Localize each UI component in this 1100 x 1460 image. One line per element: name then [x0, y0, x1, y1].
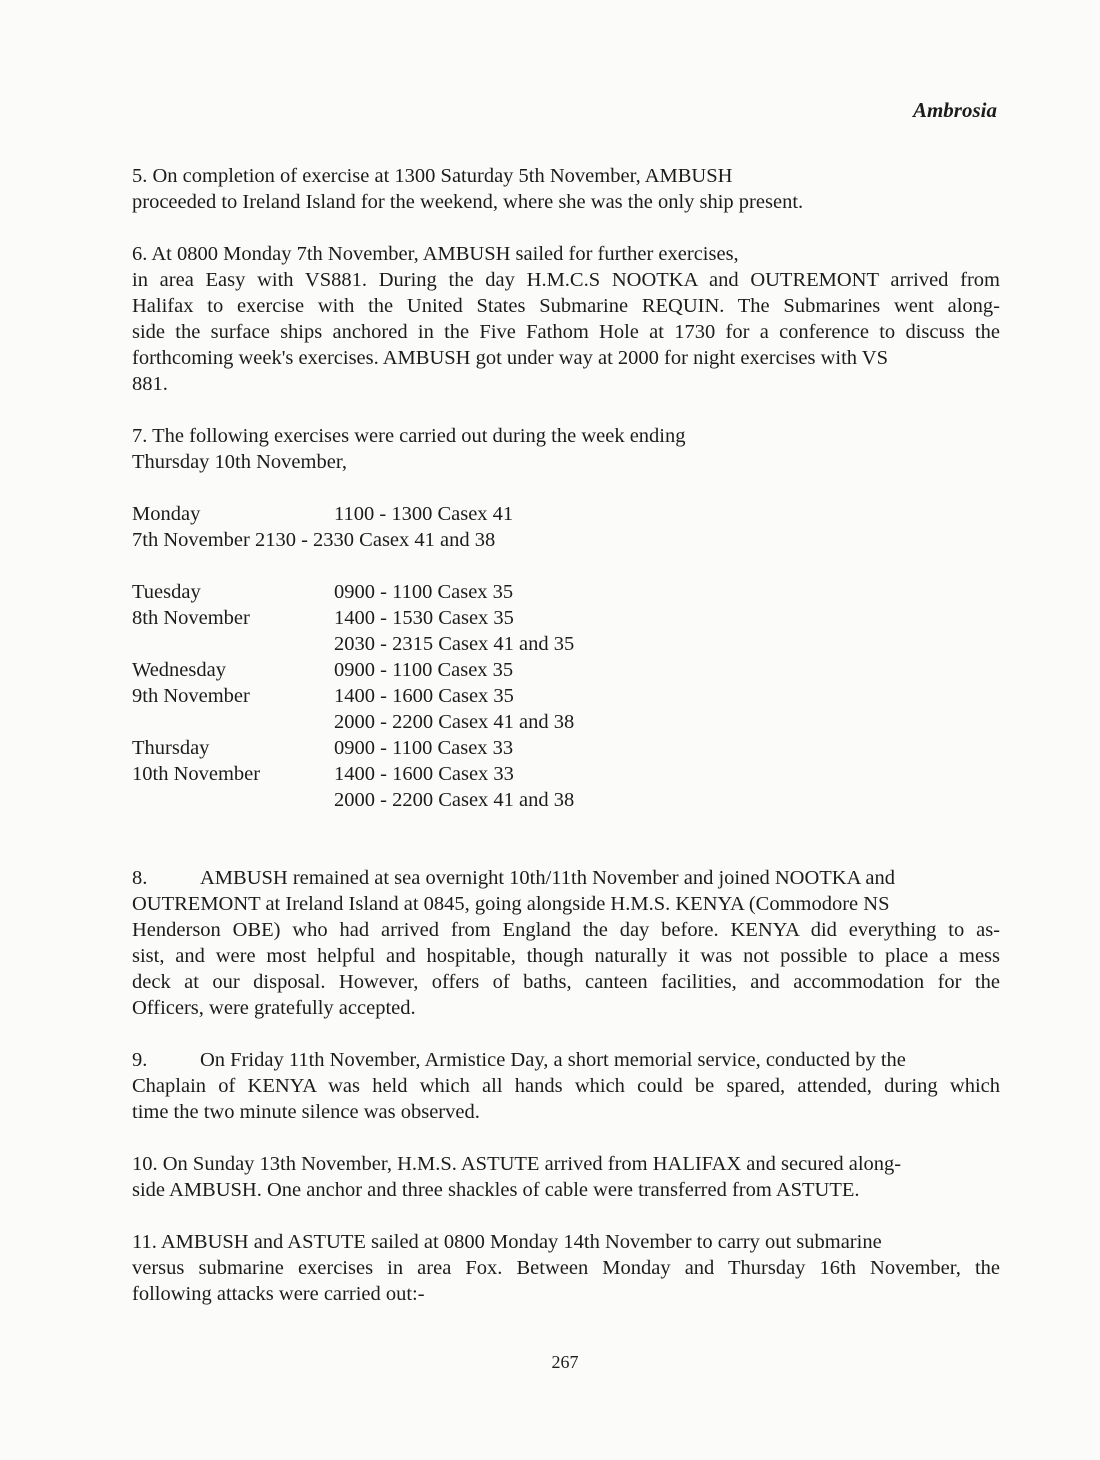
schedule-day: Monday	[132, 503, 201, 525]
text-line-content: On Friday 11th November, Armistice Day, a short memorial service, conducted by the	[200, 1049, 906, 1071]
text-line: Thursday 10th November,	[132, 451, 347, 473]
text-line: Halifax to exercise with the United States Submarine REQUIN. The Submarines went along-	[132, 295, 1000, 317]
paragraph-6	[132, 241, 1000, 397]
schedule-entry: 0900 - 1100 Casex 33	[334, 737, 514, 759]
schedule-entry: 1100 - 1300 Casex 41	[334, 503, 514, 525]
paragraph-5	[132, 163, 1000, 215]
schedule-row	[132, 735, 1000, 761]
text-line: deck at our disposal. However, offers of baths, canteen facilities, and accommodation for the	[132, 971, 1000, 993]
paragraph-9	[132, 1047, 1000, 1125]
schedule-group-week	[132, 579, 1000, 813]
schedule-entry: 2000 - 2200 Casex 41 and 38	[334, 711, 575, 733]
schedule-row	[132, 631, 1000, 657]
paragraph-10	[132, 1151, 1000, 1203]
paragraph-8	[132, 865, 1000, 1021]
schedule-entry: 1400 - 1600 Casex 35	[334, 685, 514, 707]
schedule-day: Thursday	[132, 737, 210, 759]
text-line: side AMBUSH. One anchor and three shackles of cable were transferred from ASTUTE.	[132, 1179, 860, 1201]
schedule-row	[132, 683, 1000, 709]
text-line: Chaplain of KENYA was held which all hands which could be spared, attended, during which	[132, 1075, 1000, 1097]
schedule-day: 8th November	[132, 607, 250, 629]
text-line: 7. The following exercises were carried out during the week ending	[132, 425, 686, 447]
spacer	[132, 813, 1000, 865]
schedule-row	[132, 605, 1000, 631]
text-line: side the surface ships anchored in the Five Fathom Hole at 1730 for a conference to discuss the	[132, 321, 1000, 343]
schedule-entry: 1400 - 1600 Casex 33	[334, 763, 514, 785]
page-number: 267	[551, 1352, 579, 1372]
paragraph-number: 8.	[132, 867, 148, 889]
schedule-entry: 0900 - 1100 Casex 35	[334, 659, 514, 681]
text-line	[132, 865, 1000, 891]
document-body	[132, 163, 1000, 1333]
schedule-row	[132, 527, 1000, 553]
text-line: sist, and were most helpful and hospitable, though naturally it was not possible to place a mess	[132, 945, 1000, 967]
schedule-entry: 0900 - 1100 Casex 35	[334, 581, 514, 603]
text-line: Officers, were gratefully accepted.	[132, 997, 416, 1019]
schedule-row	[132, 657, 1000, 683]
paragraph-11	[132, 1229, 1000, 1307]
schedule-day: 9th November	[132, 685, 250, 707]
text-line: 10. On Sunday 13th November, H.M.S. ASTUTE arrived from HALIFAX and secured along-	[132, 1153, 902, 1175]
text-line	[132, 1047, 1000, 1073]
text-line: time the two minute silence was observed.	[132, 1101, 480, 1123]
text-line: in area Easy with VS881. During the day H.M.C.S NOOTKA and OUTREMONT arrived from	[132, 269, 1000, 291]
schedule-entry: 1400 - 1530 Casex 35	[334, 607, 514, 629]
schedule-entry: 2030 - 2315 Casex 41 and 35	[334, 633, 575, 655]
exercise-schedule	[132, 501, 1000, 813]
schedule-row	[132, 579, 1000, 605]
schedule-day: 10th November	[132, 763, 261, 785]
text-line: OUTREMONT at Ireland Island at 0845, going alongside H.M.S. KENYA (Commodore NS	[132, 893, 890, 915]
text-line: 5. On completion of exercise at 1300 Saturday 5th November, AMBUSH	[132, 165, 733, 187]
text-line: versus submarine exercises in area Fox. Between Monday and Thursday 16th November, the	[132, 1257, 1000, 1279]
paragraph-7	[132, 423, 1000, 475]
schedule-row	[132, 761, 1000, 787]
paragraph-number: 9.	[132, 1049, 148, 1071]
schedule-row	[132, 787, 1000, 813]
schedule-row	[132, 709, 1000, 735]
text-line: proceeded to Ireland Island for the weekend, where she was the only ship present.	[132, 191, 804, 213]
schedule-day: Wednesday	[132, 659, 226, 681]
text-line: 881.	[132, 373, 168, 395]
text-line: 11. AMBUSH and ASTUTE sailed at 0800 Monday 14th November to carry out submarine	[132, 1231, 882, 1253]
schedule-group-monday	[132, 501, 1000, 553]
text-line-content: AMBUSH remained at sea overnight 10th/11th November and joined NOOTKA and	[200, 867, 895, 889]
schedule-entry: 2000 - 2200 Casex 41 and 38	[334, 789, 575, 811]
text-line: Henderson OBE) who had arrived from England the day before. KENYA did everything to as-	[132, 919, 1000, 941]
schedule-day	[132, 787, 334, 813]
schedule-row	[132, 501, 1000, 527]
schedule-day: Tuesday	[132, 581, 201, 603]
text-line: forthcoming week's exercises. AMBUSH got under way at 2000 for night exercises with VS	[132, 347, 888, 369]
schedule-day	[132, 709, 334, 735]
schedule-day	[132, 631, 334, 657]
text-line: 6. At 0800 Monday 7th November, AMBUSH sailed for further exercises,	[132, 243, 739, 265]
running-title: Ambrosia	[912, 98, 997, 122]
schedule-entry: 7th November 2130 - 2330 Casex 41 and 38	[132, 529, 496, 551]
text-line: following attacks were carried out:-	[132, 1283, 425, 1305]
